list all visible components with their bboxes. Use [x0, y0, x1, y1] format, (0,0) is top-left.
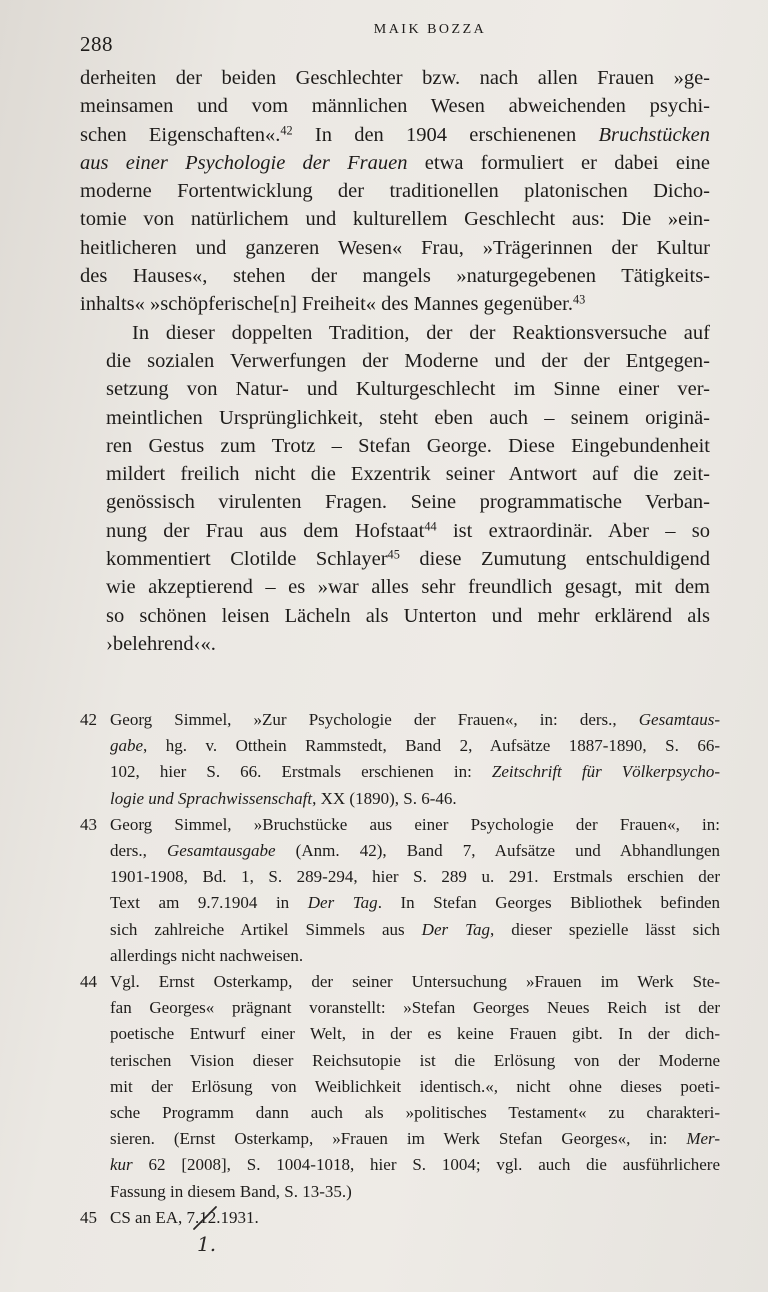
text-run: . In Stefan Georges Bibliothek befinden: [377, 893, 720, 913]
text-run: terischen Vision dieser Reichsutopie ist die Erlösung von der Moderne: [110, 1050, 720, 1070]
text-run: nung der Frau aus dem Hofstaat: [106, 519, 425, 542]
text-run: meinsamen und vom männlichen Wesen abweichenden psychi-: [80, 95, 710, 118]
footnote-45: [80, 1205, 720, 1231]
text-run: poetische Entwurf einer Welt, in der es keine Frauen gibt. In der dich-: [110, 1024, 720, 1044]
footnote-line: [110, 1152, 720, 1178]
text-line: [80, 375, 710, 403]
footnote-line: [110, 943, 720, 969]
text-run: allerdings nicht nachweisen.: [110, 945, 304, 965]
text-run: mildert freilich nicht die Exzentrik seiner Antwort auf die zeit-: [106, 463, 710, 486]
page-header: [80, 20, 720, 56]
italic-title: kur: [110, 1155, 133, 1175]
italic-title: gabe: [110, 736, 144, 756]
footnote-line: [110, 890, 720, 916]
text-run: heitlicheren und ganzeren Wesen« Frau, »Trägerinnen der Kultur: [80, 236, 710, 259]
footnote-43: [80, 812, 720, 969]
handwritten-note: 1.: [197, 1232, 217, 1256]
footnote-ref-43[interactable]: 43: [573, 292, 586, 307]
text-line: [80, 290, 710, 318]
text-run: ders.,: [110, 841, 167, 861]
footnote-line: [110, 1048, 720, 1074]
footnotes: [80, 707, 720, 1231]
text-run: (Anm. 42), Band 7, Aufsätze und Abhandlungen: [275, 841, 720, 861]
footnote-line: [110, 1126, 720, 1152]
text-run: Fassung in diesem Band, S. 13-35.): [110, 1181, 352, 1201]
handwritten-correction: [188, 1199, 228, 1259]
footnote-number: 43: [80, 814, 97, 834]
text-run: , XX (1890), S. 6-46.: [312, 788, 457, 808]
text-run: 102, hier S. 66. Erstmals erschienen in:: [110, 762, 492, 782]
footnote-line: [110, 969, 720, 995]
footnote-number: 45: [80, 1207, 97, 1227]
text-line: [80, 92, 710, 120]
footnote-ref-42[interactable]: 42: [280, 122, 293, 137]
text-run: sieren. (Ernst Osterkamp, »Frauen im Werk Stefan Georges«, in:: [110, 1129, 687, 1149]
footnote-number: 42: [80, 710, 97, 729]
footnote-42: [80, 707, 720, 812]
footnote-line: [110, 786, 720, 812]
text-run: Text am 9.7.1904 in: [110, 893, 308, 913]
text-run: In den 1904 erschienenen: [292, 123, 599, 146]
footnote-line: [110, 1074, 720, 1100]
text-run: diese Zumutung entschuldigend: [399, 548, 710, 571]
text-run: ›belehrend‹«.: [106, 632, 216, 655]
text-line: [80, 262, 710, 290]
text-line: [80, 573, 710, 601]
footnote-line: [110, 707, 720, 733]
footnote-line: [110, 995, 720, 1021]
text-run: so schönen leisen Lächeln als Unterton und mehr erklärend als: [106, 604, 710, 627]
italic-title: Zeitschrift für Völkerpsycho-: [491, 762, 720, 782]
text-run: 1901-1908, Bd. 1, S. 289-294, hier S. 289 u. 291. Erstmals erschien der: [110, 867, 720, 887]
text-line: [80, 404, 710, 432]
text-line: [80, 602, 710, 630]
text-line: [80, 630, 710, 658]
italic-title: logie und Sprachwissenschaft: [110, 788, 313, 808]
footnote-line: [110, 733, 720, 759]
text-run: wie akzeptierend – es »war alles sehr freundlich gesagt, mit dem: [106, 576, 710, 599]
text-line: [80, 234, 710, 262]
text-run: meintlichen Ursprünglichkeit, steht eben auch – seinem originä-: [106, 406, 710, 429]
footnote-line: [110, 1021, 720, 1047]
text-run: 62 [2008], S. 1004-1018, hier S. 1004; vgl. auch die ausführlichere: [132, 1155, 720, 1175]
text-line: [80, 149, 710, 177]
text-line: [80, 177, 710, 205]
text-run: In dieser doppelten Tradition, der der Reaktionsversuche auf: [132, 321, 710, 344]
footnote-line: [110, 812, 720, 838]
footnote-line: [110, 864, 720, 890]
text-line: [80, 460, 710, 488]
text-run: Vgl. Ernst Osterkamp, der seiner Untersuchung »Frauen im Werk Ste-: [110, 972, 720, 992]
running-head: MAIK BOZZA: [373, 22, 487, 37]
text-run: mit der Erlösung von Weiblichkeit identisch.«, nicht ohne dieses poeti-: [110, 1076, 720, 1096]
text-run: moderne Fortentwicklung der traditionellen platonischen Dicho-: [80, 180, 710, 203]
text-run: , hg. v. Otthein Rammstedt, Band 2, Aufsätze 1887-1890, S. 66-: [143, 736, 720, 756]
italic-title: Gesamtausgabe: [166, 841, 276, 861]
footnote-line: [110, 1100, 720, 1126]
footnote-ref-44[interactable]: 44: [424, 519, 437, 533]
text-run: etwa formuliert er dabei eine: [407, 151, 710, 174]
text-run: sche Programm dann auch als »politisches Testament« zu charakteri-: [110, 1103, 720, 1123]
text-run: tomie von natürlichem und kulturellem Geschlecht aus: Die »ein-: [80, 208, 710, 231]
text-run: schen Eigenschaften«.: [80, 123, 281, 146]
italic-title: Gesamtaus-: [638, 710, 720, 729]
text-line: [80, 347, 710, 375]
page-number: 288: [80, 32, 113, 56]
footnote-number: 44: [80, 972, 97, 992]
text-line: [80, 545, 710, 573]
text-run: fan Georges« prägnant voranstellt: »Stefan Georges Neues Reich ist der: [110, 998, 720, 1018]
text-line: [80, 517, 710, 545]
text-run: ren Gestus zum Trotz – Stefan George. Diese Eingebundenheit: [106, 434, 710, 457]
paragraph-1: [80, 64, 710, 319]
text-line: [80, 432, 710, 460]
footnote-44: [80, 969, 720, 1205]
italic-title: Bruchstücken: [598, 123, 711, 146]
text-line: [80, 121, 710, 149]
text-run: inhalts« »schöpferische[n] Freiheit« des Mannes gegenüber.: [80, 293, 574, 316]
text-run: ist extraordinär. Aber – so: [436, 519, 711, 542]
text-run: CS an EA, 7.12.1931.: [110, 1207, 259, 1227]
footnote-line: [110, 838, 720, 864]
italic-title: Der Tag: [421, 919, 491, 939]
text-run: kommentiert Clotilde Schlayer: [106, 548, 388, 571]
text-line: [80, 64, 710, 92]
main-text: [80, 64, 710, 658]
text-run: setzung von Natur- und Kulturgeschlecht im Sinne einer ver-: [106, 378, 710, 401]
text-line: [80, 488, 710, 516]
italic-title: Der Tag: [307, 893, 378, 913]
paragraph-2: [80, 319, 710, 659]
footnote-ref-45[interactable]: 45: [387, 547, 400, 562]
text-run: , dieser spezielle lässt sich: [490, 919, 720, 939]
text-line: [80, 205, 710, 233]
text-run: des Hauses«, stehen der mangels »naturgegebenen Tätigkeits-: [80, 265, 710, 288]
footnote-line: [110, 759, 720, 785]
text-run: Georg Simmel, »Zur Psychologie der Frauen«, in: ders.,: [110, 710, 639, 729]
italic-title: aus einer Psychologie der Frauen: [80, 151, 408, 174]
italic-title: Mer-: [686, 1129, 720, 1149]
text-run: genössisch virulenten Fragen. Seine programmatische Verban-: [106, 491, 710, 514]
text-run: derheiten der beiden Geschlechter bzw. nach allen Frauen »ge-: [80, 67, 710, 89]
text-run: sich zahlreiche Artikel Simmels aus: [110, 919, 422, 939]
text-run: die sozialen Verwerfungen der Moderne und der der Entgegen-: [106, 349, 710, 372]
text-run: Georg Simmel, »Bruchstücke aus einer Psychologie der Frauen«, in:: [110, 814, 720, 834]
pencil-stroke: [194, 1207, 216, 1229]
footnote-line: [110, 917, 720, 943]
text-line: [80, 319, 710, 347]
